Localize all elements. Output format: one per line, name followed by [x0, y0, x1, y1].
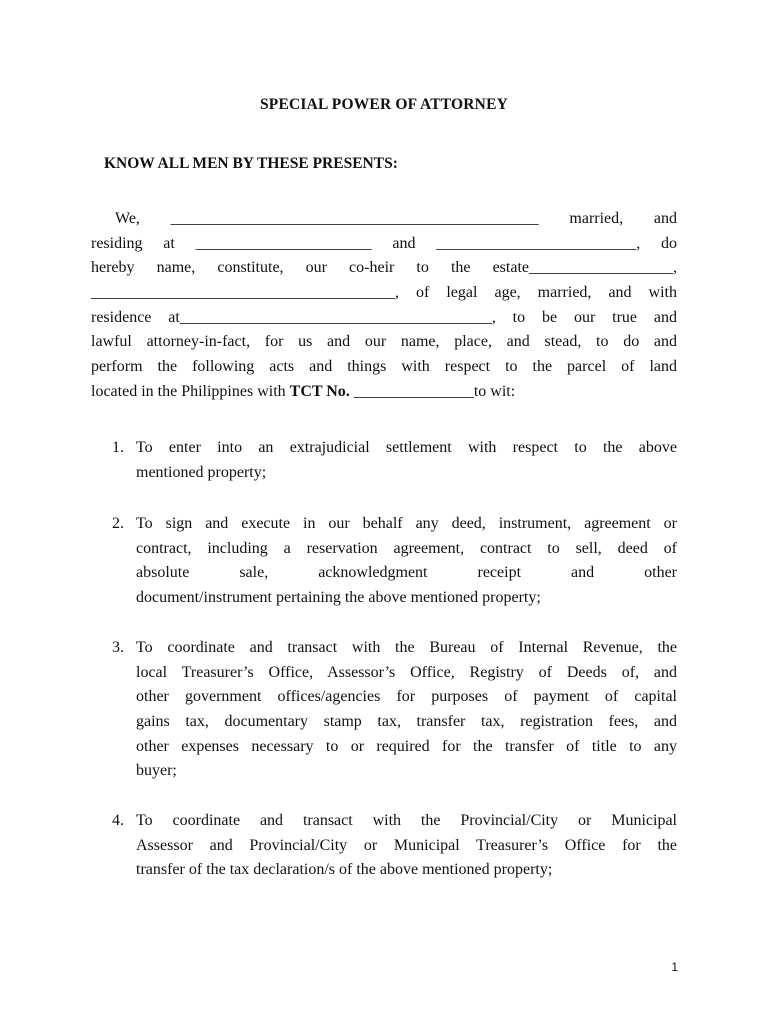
intro-last-suffix: _______________to wit: — [349, 382, 516, 400]
intro-line: We, ______________________________________________ married, and — [115, 210, 677, 227]
list-item-line: document/instrument pertaining the above mentioned property; — [136, 589, 541, 607]
list-item-line: To coordinate and transact with the Provincial/City or Municipal — [136, 812, 677, 829]
list-item-number: 3. — [112, 639, 124, 656]
list-item-line: contract, including a reservation agreement, contract to sell, deed of — [136, 539, 677, 557]
list-item-text — [136, 512, 677, 611]
list-item-text — [136, 436, 677, 485]
intro-line: residing at ______________________ and _________________________, do — [91, 234, 677, 252]
list-item-line: gains tax, documentary stamp tax, transfer tax, registration fees, and — [136, 713, 677, 731]
page-number: 1 — [671, 960, 678, 974]
tct-label: TCT No. — [289, 382, 350, 400]
list-item-number: 2. — [112, 515, 124, 532]
list-item-line: transfer of the tax declaration/s of the above mentioned property; — [136, 861, 553, 879]
intro-line: hereby name, constitute, our co-heir to the estate__________________, — [91, 259, 677, 277]
list-item-line: To coordinate and transact with the Bureau of Internal Revenue, the — [136, 639, 677, 656]
intro-last-prefix: located in the Philippines with — [91, 382, 290, 400]
intro-line: ______________________________________, of legal age, married, and with — [91, 284, 677, 302]
intro-paragraph — [91, 207, 677, 405]
list-item-text — [136, 636, 677, 784]
list-item-line: other government offices/agencies for purposes of payment of capital — [136, 688, 677, 706]
list-item-text — [136, 809, 677, 883]
document-title: SPECIAL POWER OF ATTORNEY — [259, 96, 509, 113]
list-item-line: mentioned property; — [136, 463, 267, 481]
list-item-line: Assessor and Provincial/City or Municipal Treasurer’s Office for the — [136, 836, 677, 854]
list-item-line: other expenses necessary to or required for the transfer of title to any — [136, 737, 677, 755]
intro-line-last — [91, 380, 677, 405]
intro-line: perform the following acts and things with respect to the parcel of land — [91, 358, 677, 376]
list-item-line: buyer; — [136, 762, 177, 780]
list-item-number: 4. — [112, 812, 124, 829]
intro-line: residence at_______________________________________, to be our true and — [91, 308, 677, 326]
list-item-line: local Treasurer’s Office, Assessor’s Office, Registry of Deeds of, and — [136, 663, 677, 681]
intro-line: lawful attorney-in-fact, for us and our name, place, and stead, to do and — [91, 333, 677, 351]
list-item-line: To sign and execute in our behalf any deed, instrument, agreement or — [136, 515, 677, 532]
list-item-line: To enter into an extrajudicial settlement with respect to the above — [136, 439, 677, 456]
document-subtitle: KNOW ALL MEN BY THESE PRESENTS: — [104, 155, 398, 172]
list-item-line: absolute sale, acknowledgment receipt and other — [136, 564, 677, 582]
list-item-number: 1. — [112, 439, 124, 456]
